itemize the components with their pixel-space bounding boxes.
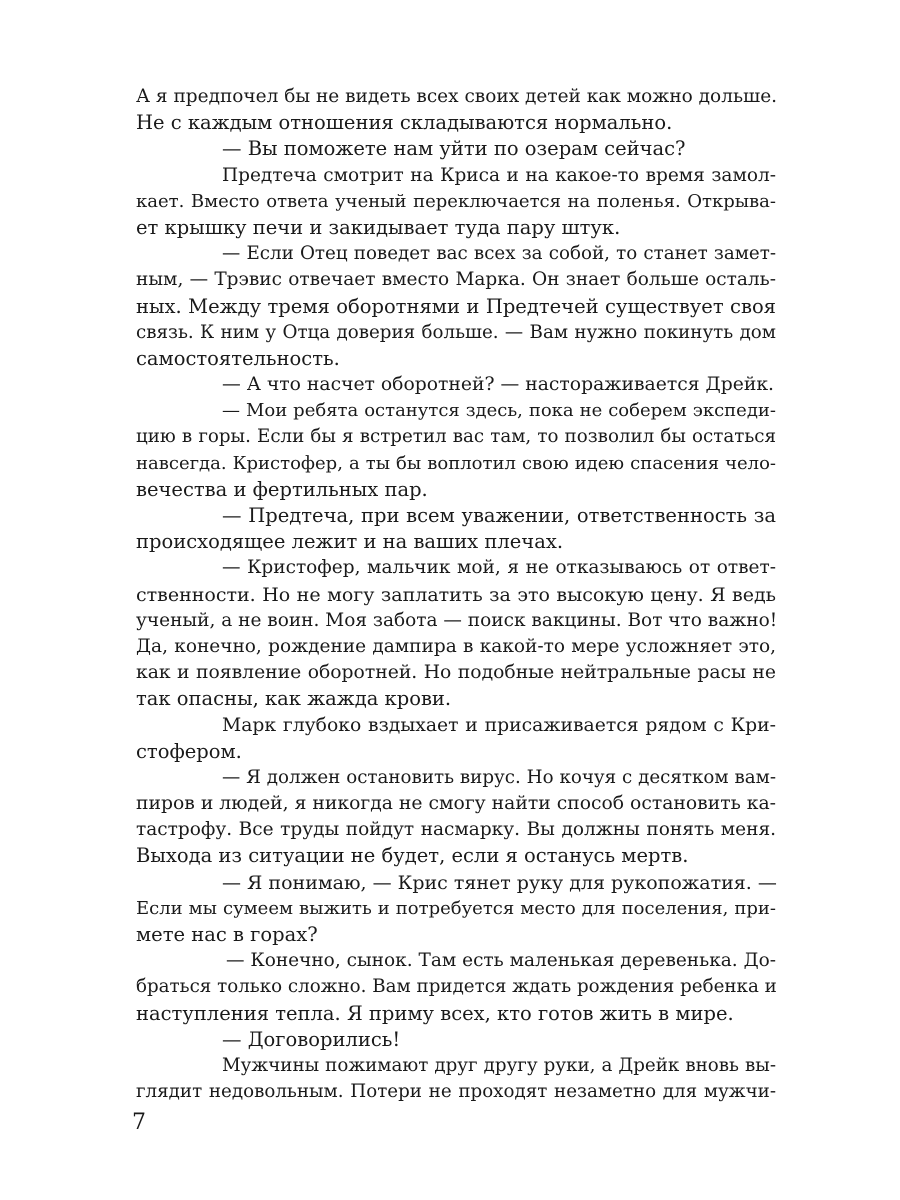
text-line: Если мы сумеем выжить и потребуется место для поселения, при-	[136, 897, 776, 919]
text-line: происходящее лежит и на ваших плечах.	[136, 530, 564, 554]
text-line: — Я должен остановить вирус. Но кочуя с десятком вам-	[222, 766, 776, 788]
text-line: Марк глубоко вздыхает и присаживается рядом с Кри-	[222, 714, 776, 736]
text-line: ных. Между тремя оборотнями и Предтечей существует своя	[136, 294, 776, 318]
text-line: браться только сложно. Вам придется ждать рождения ребенка и	[136, 976, 777, 998]
text-line: Да, конечно, рождение дампира в какой-то мере усложняет это,	[136, 635, 776, 657]
text-line: — Я понимаю, — Крис тянет руку для рукопожатия. —	[222, 871, 777, 894]
text-line: — Если Отец поведет вас всех за собой, то станет замет-	[222, 243, 776, 265]
text-line: кает. Вместо ответа ученый переключается на поленья. Открыва-	[136, 190, 776, 212]
text-line: стофером.	[136, 739, 242, 763]
text-line: ственности. Но не могу заплатить за это высокую цену. Я ведь	[136, 583, 776, 606]
text-line: А я предпочел бы не видеть всех своих детей как можно дольше.	[136, 86, 778, 107]
text-line: наступления тепла. Я приму всех, кто готов жить в мире.	[136, 1001, 734, 1025]
text-line: — А что насчет оборотней? — настораживается Дрейк.	[222, 374, 775, 396]
text-line: Выхода из ситуации не будет, если я останусь мертв.	[136, 844, 689, 868]
text-line: — Вы поможете нам уйти по озерам сейчас?	[222, 137, 686, 161]
text-line: так опасны, как жажда крови.	[136, 687, 452, 711]
text-line: глядит недовольным. Потери не проходят незаметно для мужчи-	[136, 1081, 776, 1103]
text-line: как и появление оборотней. Но подобные нейтральные расы не	[136, 662, 776, 684]
text-line: — Кристофер, мальчик мой, я не отказываюсь от ответ-	[222, 557, 776, 579]
text-line: — Мои ребята останутся здесь, пока не соберем экспеди-	[222, 400, 776, 422]
text-line: Мужчины пожимают друг другу руки, а Дрейк вновь вы-	[222, 1054, 776, 1076]
text-line: ет крышку печи и закидывает туда пару штук.	[136, 215, 621, 239]
text-line: ученый, а не воин. Моя забота — поиск вакцины. Вот что важно!	[136, 609, 778, 631]
text-line: — Предтеча, при всем уважении, ответственность за	[222, 504, 776, 527]
text-line: тастрофу. Все труды пойдут насмарку. Вы должны понять меня.	[136, 819, 776, 841]
text-line: — Конечно, сынок. Там есть маленькая деревенька. До-	[226, 950, 776, 972]
text-line: связь. К ним у Отца доверия больше. — Вам нужно покинуть дом	[136, 321, 776, 343]
text-line: Предтеча смотрит на Криса и на какое-то время замол-	[222, 164, 776, 186]
text-line: вечества и фертильных пар.	[136, 477, 428, 501]
text-line: мете нас в горах?	[136, 923, 318, 946]
text-line: навсегда. Кристофер, а ты бы воплотил свою идею спасения чело-	[136, 452, 776, 474]
body-text	[136, 84, 776, 1105]
text-line: — Договорились!	[222, 1027, 401, 1051]
text-line: Не с каждым отношения складываются нормально.	[136, 111, 673, 135]
page-number: 7	[132, 1110, 146, 1135]
text-line: пиров и людей, я никогда не смогу найти способ остановить ка-	[136, 793, 776, 815]
text-line: самостоятельность.	[136, 346, 340, 370]
text-line: ным, — Трэвис отвечает вместо Марка. Он знает больше осталь-	[136, 269, 776, 291]
text-line: цию в горы. Если бы я встретил вас там, то позволил бы остаться	[136, 426, 776, 448]
